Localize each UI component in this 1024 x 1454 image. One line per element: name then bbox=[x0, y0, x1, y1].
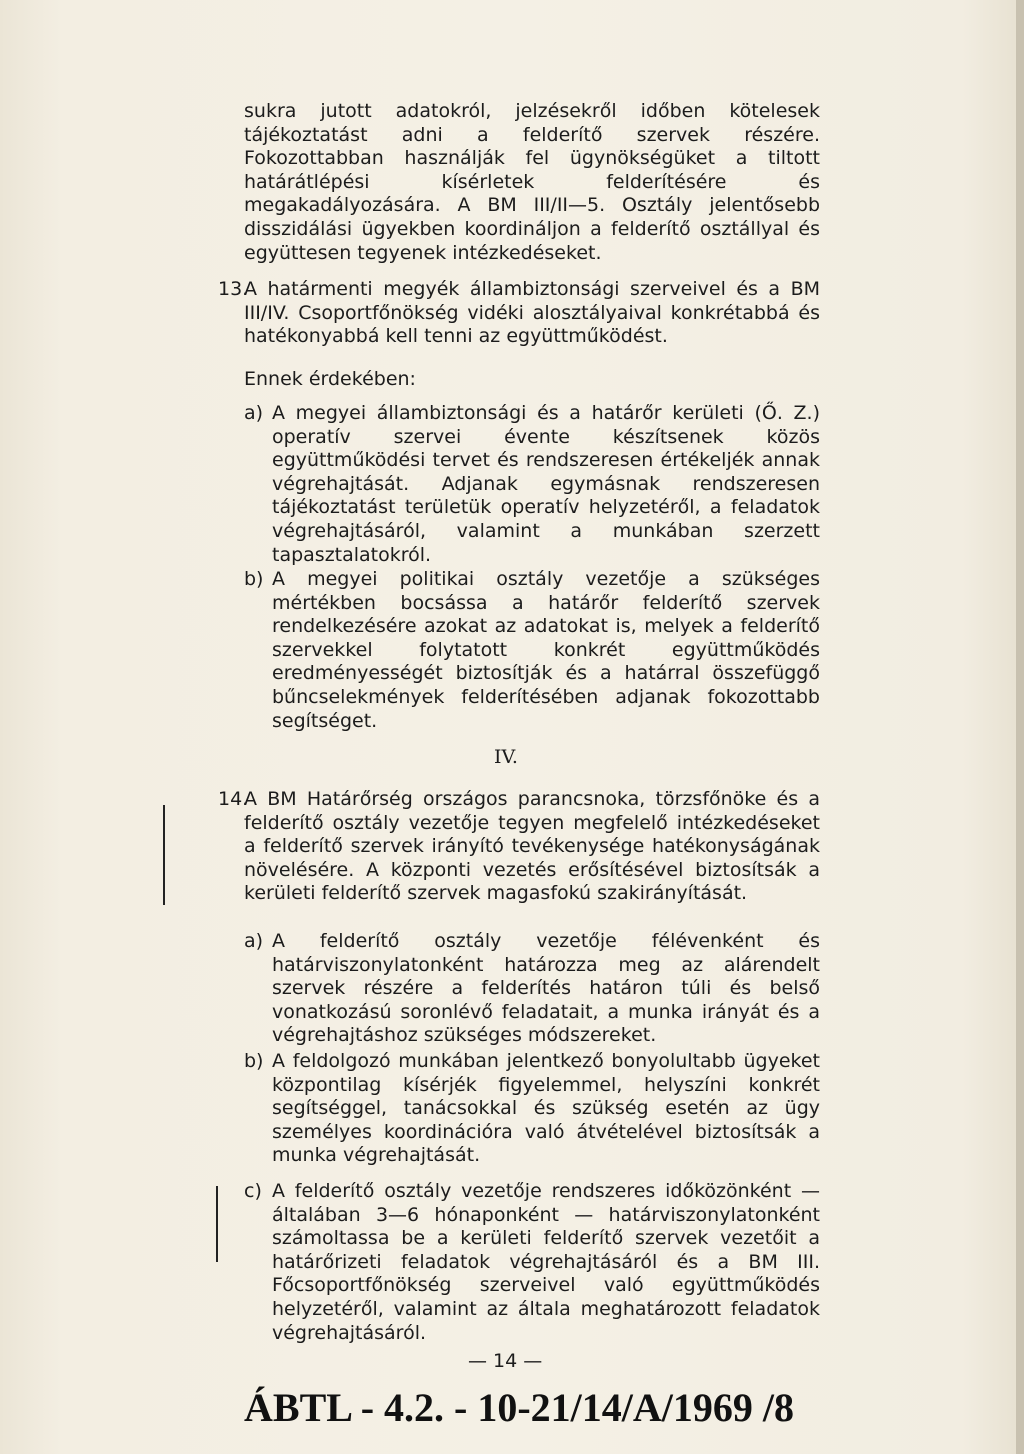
item-13a-text: A megyei állambiztonsági és a határőr kerületi (Ő. Z.) operatív szervei évente készítsenek közös együttműködési tervet és rendszeresen értékeljék annak végrehajtását. Adjanak egymásnak rendszeresen tájékoztatást területük operatív helyzetéről, a feladatok végrehajtásáról, valamint a munkában szerzett tapasztalatokról. bbox=[272, 402, 820, 566]
margin-mark-line-2 bbox=[216, 1186, 218, 1262]
item-13b-marker: b) bbox=[244, 568, 264, 590]
item-14-text: A BM Határőrség országos parancsnoka, törzsfőnöke és a felderítő osztály vezetője tegyen megfelelő intézkedéseket a felderítő szervek irányító tevékenysége hatékonyságának növelésére. A központi vezetés erősítésével biztosítsák a kerületi felderítő szervek magasfokú szakirányítását. bbox=[244, 788, 820, 905]
section-heading: IV. bbox=[494, 746, 518, 768]
page-number: — 14 — bbox=[468, 1350, 543, 1372]
item-14a-marker: a) bbox=[244, 930, 264, 952]
item-14c bbox=[244, 1180, 820, 1345]
margin-mark-line-1 bbox=[163, 805, 165, 905]
item-13-number: 13. bbox=[218, 278, 249, 300]
item-14b-text: A feldolgozó munkában jelentkező bonyolultabb ügyeket központilag kísérjék figyelemmel, helyszíni konkrét segítséggel, tanácsokkal és szükség esetén az ügy személyes koordinációra való átvételével biztosítsák a munka végrehajtását. bbox=[272, 1050, 820, 1167]
item-13b bbox=[244, 568, 820, 733]
item-14c-text: A felderítő osztály vezetője rendszeres időközönként — általában 3—6 hónaponként — határviszonylatonként számoltassa be a kerületi felderítő szervek vezetőit a határőrizeti feladatok végrehajtásáról és a BM III. Főcsoportfőnökség szerveivel való együttműködés helyzetéről, valamint az általa meghatározott feladatok végrehajtásáról. bbox=[272, 1180, 820, 1344]
item-14a-text: A felderítő osztály vezetője félévenként és határviszonylatonként határozza meg az alárendelt szervek részére a felderítés határon túli és belső vonatkozású soronlévő feladatait, a munka irányát és a végrehajtáshoz szükséges módszereket. bbox=[272, 930, 820, 1047]
item-14b bbox=[244, 1050, 820, 1168]
intro-paragraph: sukra jutott adatokról, jelzésekről időben kötelesek tájékoztatást adni a felderítő szervek részére. Fokozottabban használják fel ügynökségüket a tiltott határátlépési kísérletek felderítésére és megakadályozására. A BM III/II—5. Osztály jelentősebb disszidálási ügyekben koordináljon a felderítő osztállyal és együttesen tegyenek intézkedéseket. bbox=[244, 100, 820, 264]
item-14b-marker: b) bbox=[244, 1050, 264, 1072]
item-13b-text: A megyei politikai osztály vezetője a szükséges mértékben bocsássa a határőr felderítő szervek rendelkezésére azokat az adatokat is, melyek a felderítő szervekkel folytatott konkrét együttműködés eredményességét biztosítják és a határral összefüggő bűncselekmények felderítésében adjanak fokozottabb segítséget. bbox=[272, 568, 820, 732]
item-14a bbox=[244, 930, 820, 1048]
item-13a-marker: a) bbox=[244, 402, 264, 424]
page-edge bbox=[1016, 0, 1024, 1454]
item-14c-marker: c) bbox=[244, 1180, 262, 1202]
item-13a bbox=[244, 402, 820, 567]
item-14-number: 14. bbox=[218, 788, 249, 810]
archive-stamp: ÁBTL - 4.2. - 10-21/14/A/1969 /8 bbox=[244, 1385, 795, 1430]
ennek-label: Ennek érdekében: bbox=[244, 368, 416, 390]
item-13-text: A határmenti megyék állambiztonsági szerveivel és a BM III/IV. Csoportfőnökség vidéki alosztályaival konkrétabbá és hatékonyabbá kell tenni az együttműködést. bbox=[244, 278, 820, 348]
